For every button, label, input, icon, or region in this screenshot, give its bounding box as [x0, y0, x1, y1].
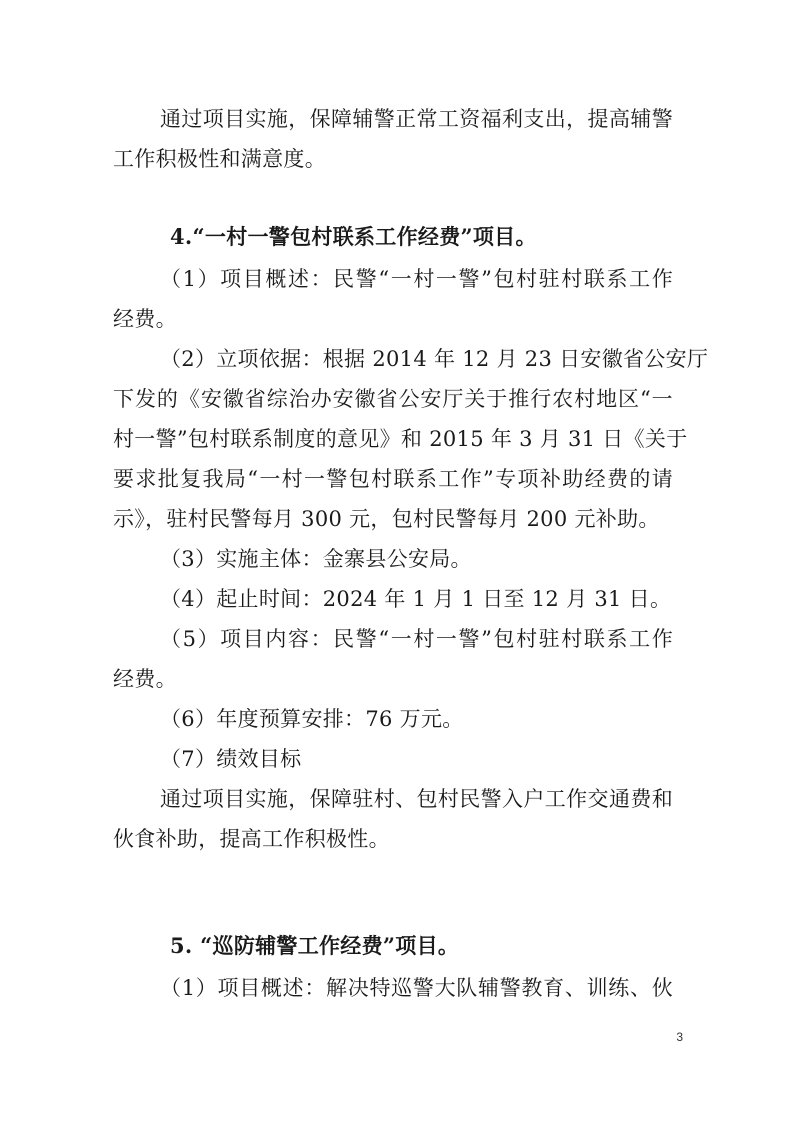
paragraph-line: 经费。 — [113, 307, 177, 331]
paragraph-line: 工作积极性和满意度。 — [113, 147, 326, 171]
paragraph-line: 下发的《安徽省综治办安徽省公安厅关于推行农村地区“一 — [113, 387, 673, 411]
paragraph-line: （5）项目内容：民警“一村一警”包村驻村联系工作 — [160, 627, 673, 651]
paragraph-line: （3）实施主体：金寨县公安局。 — [160, 547, 472, 571]
paragraph-line: （4）起止时间：2024 年 1 月 1 日至 12 月 31 日。 — [160, 587, 672, 611]
paragraph-line: （1）项目概述：民警“一村一警”包村驻村联系工作 — [160, 267, 673, 291]
paragraph-line: 村一警”包村联系制度的意见》和 2015 年 3 月 31 日《关于 — [113, 427, 688, 451]
page-number: 3 — [676, 1030, 683, 1044]
paragraph-line: 示》，驻村民警每月 300 元，包村民警每月 200 元补助。 — [113, 507, 660, 531]
section-heading-4: 4.“一村一警包村联系工作经费”项目。 — [170, 224, 537, 249]
paragraph-line: 经费。 — [113, 667, 177, 691]
section-heading-5: 5. “巡防辅警工作经费”项目。 — [170, 933, 460, 958]
paragraph-line: 通过项目实施，保障辅警正常工资福利支出，提高辅警 — [160, 107, 673, 131]
paragraph-line: 要求批复我局“一村一警包村联系工作”专项补助经费的请 — [113, 467, 673, 491]
paragraph-line: 通过项目实施，保障驻村、包村民警入户工作交通费和 — [160, 787, 673, 811]
paragraph-line: （6）年度预算安排：76 万元。 — [160, 707, 464, 731]
paragraph-line: （2）立项依据：根据 2014 年 12 月 23 日安徽省公安厅 — [160, 347, 709, 371]
paragraph-line: （7）绩效目标 — [160, 747, 302, 771]
paragraph-line: （1）项目概述：解决特巡警大队辅警教育、训练、伙 — [160, 976, 673, 1000]
paragraph-line: 伙食补助，提高工作积极性。 — [113, 827, 390, 851]
